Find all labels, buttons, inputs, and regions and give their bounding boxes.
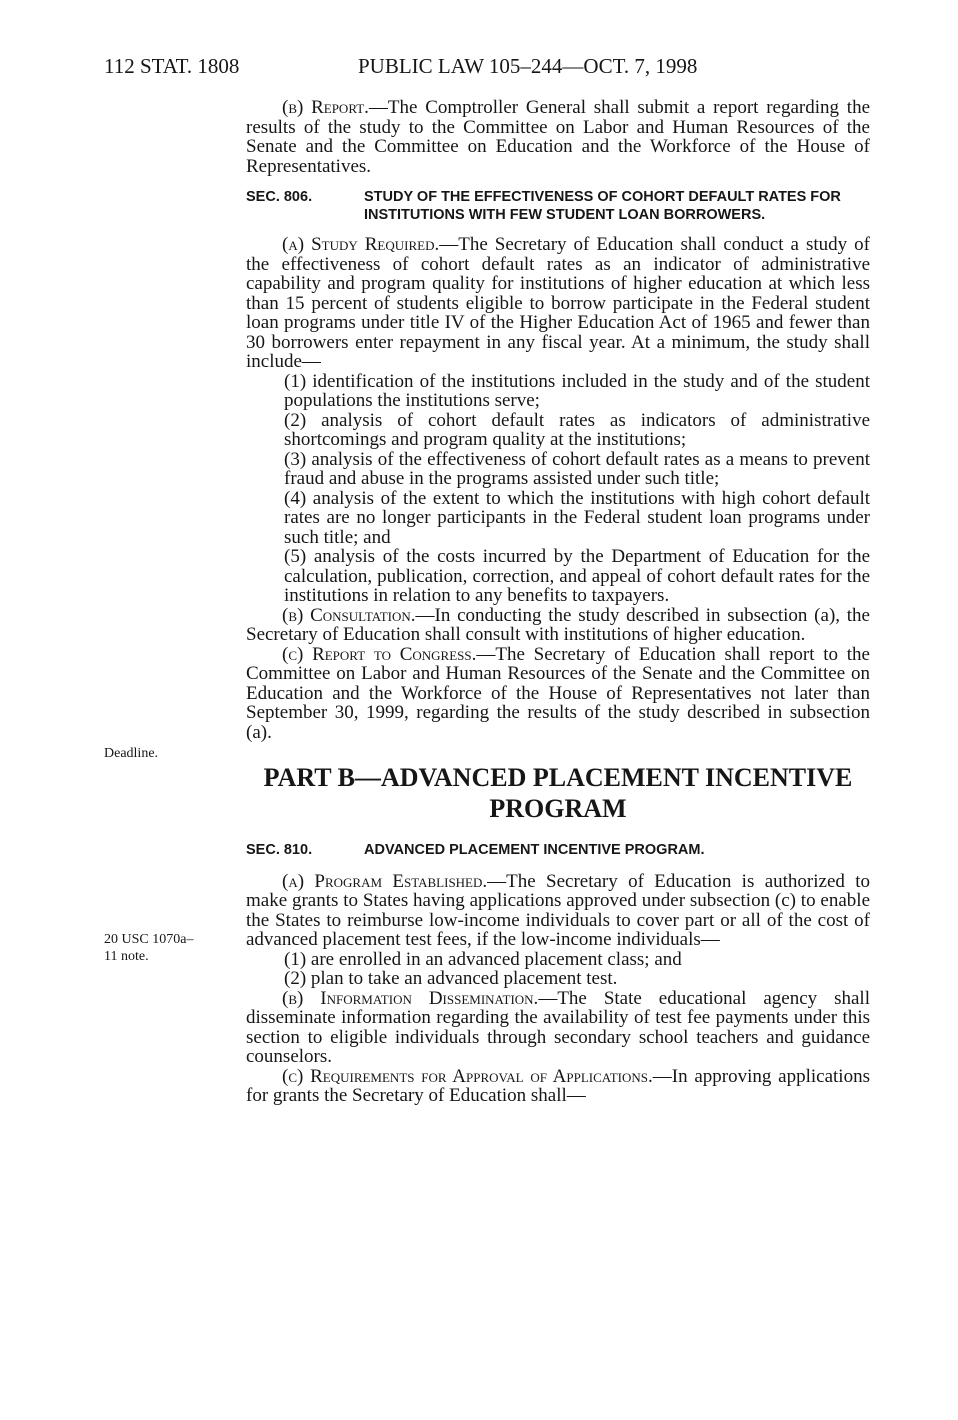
subsection-heading: (b) Information Dissemination.	[282, 987, 539, 1009]
list-item: (3) analysis of the effectiveness of cohort default rates as a means to prevent fraud and abuse in the programs assisted under such title;	[284, 448, 870, 489]
list-item: (1) identification of the institutions included in the study and of the student populations the institutions serve;	[284, 370, 870, 411]
subsection-heading: (c) Requirements for Approval of Applications.	[282, 1065, 653, 1087]
sec810-subsection-c	[246, 1067, 870, 1106]
margin-note-usc	[104, 931, 193, 965]
section-810-heading	[246, 842, 870, 860]
page-header	[104, 54, 697, 79]
part-b-title: PART B—ADVANCED PLACEMENT INCENTIVE PROGRAM	[263, 763, 853, 823]
body-text	[246, 98, 870, 1106]
subsection-heading: (a) Program Established.	[282, 870, 488, 892]
subsection-heading: (a) Study Required.	[282, 234, 440, 255]
subsection-heading: (b) Consultation.	[282, 604, 416, 626]
section-806-heading	[246, 189, 870, 224]
subsection-b-report	[246, 98, 870, 176]
subsection-heading: (b) Report.	[282, 97, 369, 118]
subsection-text: —In approving applications for grants the Secretary of Education shall—	[246, 1065, 870, 1106]
sec810-subsection-b	[246, 989, 870, 1067]
list-item: (5) analysis of the costs incurred by the Department of Education for the calculation, publication, correction, and appeal of cohort default rates for the institutions in relation to any benefits to taxpayers.	[284, 546, 870, 606]
list-item: (4) analysis of the extent to which the institutions with high cohort default rates are no longer participants in the Federal student loan programs under such title; and	[284, 487, 870, 548]
margin-note-deadline: Deadline.	[104, 746, 159, 761]
section-title: ADVANCED PLACEMENT INCENTIVE PROGRAM.	[364, 842, 705, 858]
sec806-subsection-c	[246, 645, 870, 743]
subsection-text: —The Secretary of Education is authorized to make grants to States having applications approved under subsection (c) to enable the States to reimburse low-income individuals to cover part or all of the cost of advanced placement test fees, if the low-income individuals—	[246, 870, 871, 950]
section-title: STUDY OF THE EFFECTIVENESS OF COHORT DEFAULT RATES FOR INSTITUTIONS WITH FEW STUDENT LOAN BORROWERS.	[364, 189, 841, 223]
subsection-text: —The State educational agency shall disseminate information regarding the availability of test fee payments under this section to eligible individuals through secondary school teachers and guidance counselors.	[246, 987, 870, 1067]
sec806-subsection-a	[246, 235, 870, 372]
public-law-citation: PUBLIC LAW 105–244—OCT. 7, 1998	[358, 54, 698, 78]
section-number: SEC. 810.	[246, 842, 313, 858]
subsection-text: —The Secretary of Education shall conduct a study of the effectiveness of cohort default rates as an indicator of administrative capability and program quality for institutions of higher education at which less than 15 percent of students eligible to borrow participate in the Federal student loan programs under title IV of the Higher Education Act of 1965 and fewer than 30 borrowers enter repayment in any fiscal year. At a minimum, the study shall include—	[246, 234, 871, 372]
subsection-heading: (c) Report to Congress.	[282, 643, 477, 665]
margin-note-usc-line2: 11 note.	[104, 949, 149, 964]
subsection-text: —In conducting the study described in subsection (a), the Secretary of Education shall consult with institutions of higher education.	[246, 604, 870, 645]
subsection-text: —The Secretary of Education shall report to the Committee on Labor and Human Resources of the Senate and the Committee on Education and the Workforce of the House of Representatives not later than September 30, 1999, regarding the results of the study described in subsection (a).	[246, 643, 870, 743]
subsection-text: —The Comptroller General shall submit a report regarding the results of the study to the Committee on Labor and Human Resources of the Senate and the Committee on Education and the Workforce of the House of Representatives.	[246, 97, 870, 177]
list-item: (2) plan to take an advanced placement test.	[284, 968, 618, 989]
list-item: (1) are enrolled in an advanced placement class; and	[284, 948, 682, 970]
margin-note-usc-line1: 20 USC 1070a–	[104, 932, 194, 947]
sec806-subsection-b	[246, 606, 870, 645]
section-number: SEC. 806.	[246, 189, 313, 205]
statute-page-number: 112 STAT. 1808	[104, 54, 240, 78]
sec810-subsection-a	[246, 872, 870, 950]
list-item: (2) analysis of cohort default rates as indicators of administrative shortcomings and program quality at the institutions;	[284, 409, 870, 450]
